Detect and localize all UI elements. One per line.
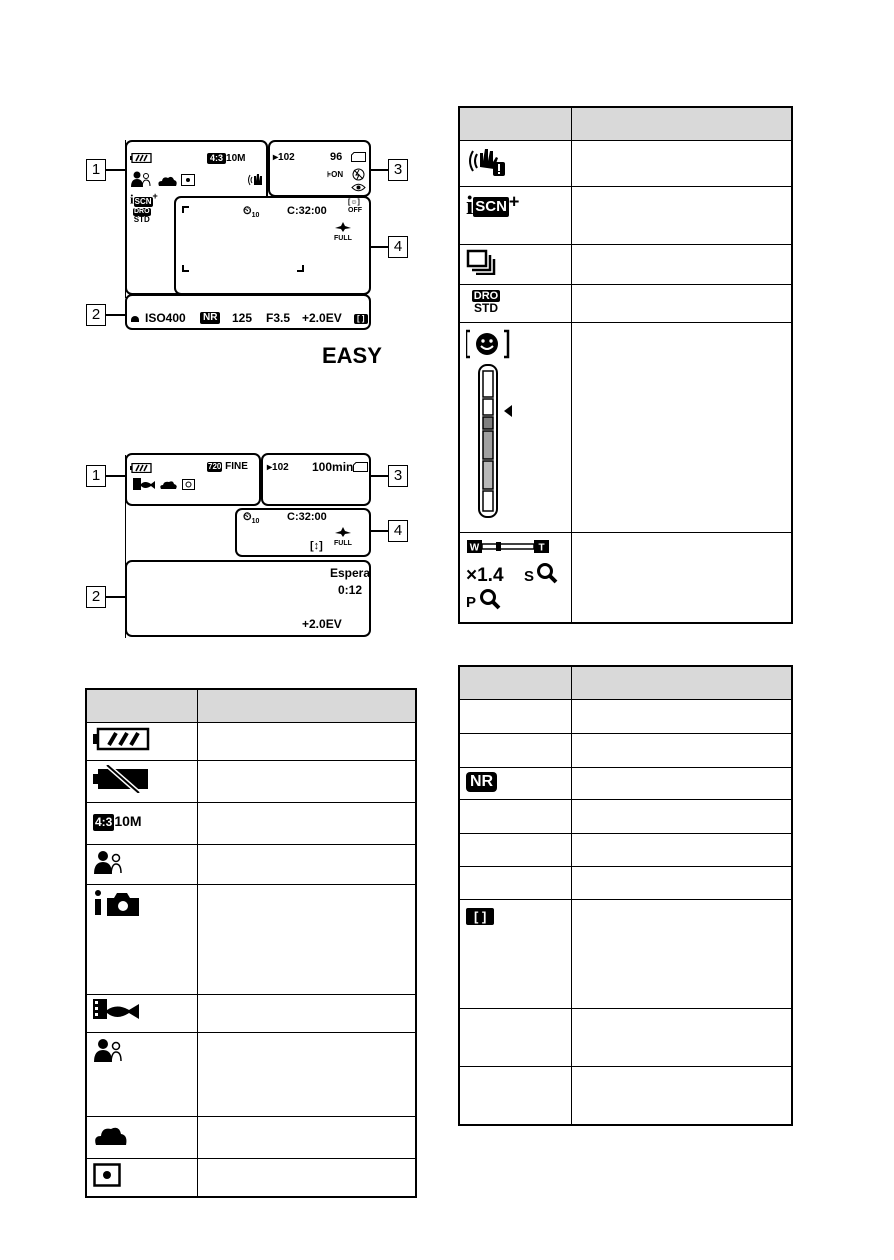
table-row [459,1009,792,1067]
table-row [459,900,792,1009]
table-row [459,800,792,834]
table-row [459,734,792,768]
steady-shot-icon: [↕] [310,540,323,552]
image-size: 10M [114,813,142,829]
ev-value: +2.0EV [302,617,342,631]
iscn-chip: SCN [475,198,507,215]
callout-2: 2 [86,304,106,326]
table-row [459,1067,792,1125]
table-row [459,141,792,187]
self-timer-icon: $⏲_{10}$ [243,511,260,526]
af-frame-corner [182,206,189,213]
smile-detection-icon [466,327,546,523]
table-row [459,533,792,624]
callout-4: 4 [388,236,408,258]
dro-std-icon: DRO STD [133,208,150,224]
table-row [459,700,792,734]
af-frame-corner [297,265,304,272]
table-row [86,1033,416,1117]
right-top-icon-table [458,106,793,624]
remaining-shots: 96 [330,151,343,163]
histogram-dot [131,316,139,322]
white-balance-cloudy-icon [157,175,179,187]
table-row [86,845,416,885]
iscn-chip: SCN [134,196,152,206]
spot-metering-icon [181,174,195,186]
table-row [459,187,792,245]
record-counter: C:32:00 [287,511,327,523]
zoom-w-label: W [469,542,480,554]
iscn-i: i [130,191,134,207]
metering-bracket-icon: [ ] [466,908,494,925]
recording-time: 0:12 [338,583,363,597]
self-timer-icon: $⏲_{10}$ [243,205,260,220]
callout-3: 3 [388,159,408,181]
zoom-t-label: T [538,542,545,554]
flash-on-icon: ⊧ON [327,170,344,179]
battery-icon [93,727,151,751]
right-bottom-icon-table [458,665,793,1126]
folder-icon: ▸102 [267,462,289,473]
osd-panel-4 [174,196,371,295]
shake-warning-icon [246,172,264,188]
easy-label: EASY [322,343,382,368]
table-header [459,666,792,700]
remaining-time: 100min [312,460,354,474]
flash-off-icon [352,168,365,181]
shutter-speed: 125 [232,311,253,325]
aperture-value: F3.5 [266,311,291,325]
af-frame-corner [182,265,189,272]
zoom-value: ×1.4 [466,565,504,586]
multi-metering-icon [182,479,195,490]
callout-4: 4 [388,520,408,542]
table-row [86,1117,416,1159]
record-counter: C:32:00 [287,205,327,217]
table-header [86,689,416,723]
table-row [86,885,416,995]
folder-icon: ▸102 [273,152,295,163]
battery-icon [130,463,152,473]
vibration-full-icon: FULL [334,222,352,243]
table-row [86,1159,416,1198]
table-row [459,768,792,800]
table-row [86,761,416,803]
metering-bracket-icon: [ ] [354,314,368,324]
iscn-plus: + [152,191,158,201]
noise-reduction-icon: NR [466,772,497,792]
table-header [459,107,792,141]
face-portrait-icon [93,849,123,875]
table-row [86,803,416,845]
white-balance-cloudy-icon [93,1125,129,1147]
aspect-chip: 4:3 [207,153,226,164]
recording-status: Espera [330,566,371,580]
memory-card-icon [351,152,366,162]
movie-mode-icon [133,478,155,492]
movie-size-chip: 720 [208,462,222,471]
white-balance-cloudy-icon [159,480,179,490]
callout-1: 1 [86,465,106,487]
face-detect-off-icon: [☺] OFF [348,199,362,214]
face-portrait-icon [130,170,152,188]
left-icon-table [85,688,417,1198]
battery-icon [130,153,152,163]
table-row [86,995,416,1033]
zoom-s-label: S [524,568,535,585]
callout-2: 2 [86,586,106,608]
iso-value: ISO400 [145,311,186,325]
zoom-scale-icon [466,537,558,613]
shake-warning-icon [466,145,510,177]
intelligent-auto-camera-icon [93,889,147,917]
callout-1: 1 [86,159,106,181]
table-row [459,245,792,285]
iscn-i: i [466,191,474,220]
table-row [459,323,792,533]
low-battery-icon [93,765,151,793]
spot-metering-icon [93,1163,121,1187]
table-row [459,834,792,867]
movie-mode-icon [93,999,141,1023]
table-row [459,867,792,900]
red-eye-icon [351,183,366,192]
nr-icon: NR [200,312,220,324]
table-row [86,723,416,761]
burst-icon [466,249,496,275]
image-size: 10M [226,153,246,164]
zoom-p-label: P [466,594,477,611]
callout-3: 3 [388,465,408,487]
ev-value: +2.0EV [302,311,342,325]
movie-quality: FINE [225,461,248,472]
iscn-plus: + [508,191,520,212]
dro-std-icon: DRO STD [473,290,499,315]
face-portrait-icon [93,1037,123,1063]
vibration-full-icon: FULL [334,527,352,548]
table-row [459,285,792,323]
memory-card-icon [353,462,368,472]
aspect-chip: 4:3 [95,815,113,829]
